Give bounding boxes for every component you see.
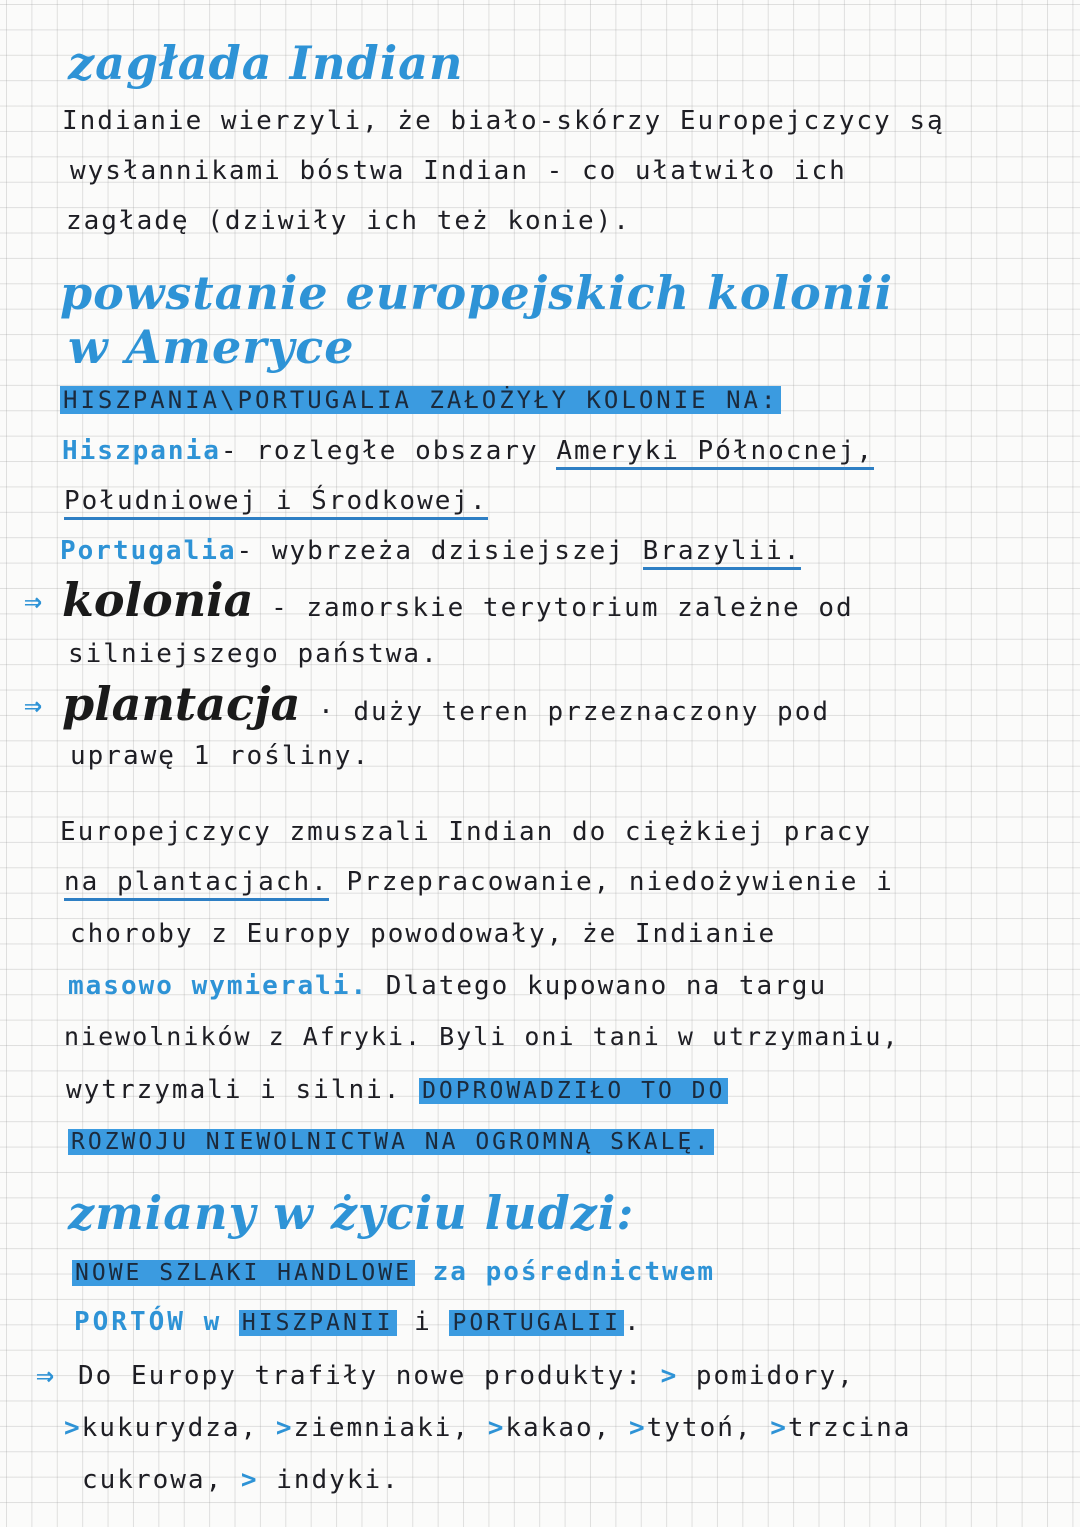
intro-line-2: wysłannikami bóstwa Indian - co ułatwiło ich [70,156,847,186]
trade-routes-highlight: NOWE SZLAKI HANDLOWE [72,1260,415,1286]
bullet-icon: > [660,1361,679,1391]
portugal-description: - wybrzeża dzisiejszej [236,536,625,566]
products-intro: Do Europy trafiły nowe produkty: [78,1361,643,1391]
bullet-icon: > [628,1413,647,1443]
slavery-line-4 [68,968,827,1004]
slavery-underlined: na plantacjach. [64,867,329,901]
plantation-definition-line-1 [62,678,830,738]
spain-highlight: HISZPANII [239,1310,397,1336]
arrow-icon: ⇒ [36,1358,55,1393]
colony-term: kolonia [62,573,254,627]
bullet-icon: > [275,1413,294,1443]
intro-line-1: Indianie wierzyli, że biało-skórzy Europejczycy są [62,106,945,136]
heading-genocide: zagłada Indian [68,36,464,90]
slavery-line-1: Europejczycy zmuszali Indian do ciężkiej pracy [60,817,873,847]
slavery-line-5: niewolników z Afryki. Byli oni tani w utrzymaniu, [64,1022,900,1051]
portugal-line [60,533,801,569]
portugal-label: Portugalia [60,536,237,566]
arrow-icon: ⇒ [24,688,43,723]
ports-label: PORTÓW [74,1307,186,1337]
intro-line-3: zagładę (dziwiły ich też konie). [66,206,631,236]
colony-definition: - zamorskie terytorium zależne od [271,593,854,623]
product-item: cukrowa, [82,1465,224,1495]
products-intro-line [78,1358,855,1394]
slavery-line-4-rest: Dlatego kupowano na targu [368,971,828,1001]
heading-changes-colon: : [616,1186,635,1240]
bullet-icon: > [770,1413,788,1443]
portugal-underlined: Brazylii. [643,536,802,570]
slavery-highlight-2: ROZWOJU NIEWOLNICTWA NA OGROMNĄ SKALĘ. [68,1129,714,1155]
colony-definition-line-1 [62,574,854,634]
product-item: trzcina [787,1413,912,1443]
heading-colonies-line-2: w Ameryce [68,320,355,374]
product-item: ziemniaki, [293,1413,471,1443]
product-item: kakao, [505,1413,612,1443]
slavery-line-3: choroby z Europy powodowały, że Indianie [70,919,777,949]
slavery-highlight-1: DOPROWADZIŁO TO DO [419,1078,728,1104]
product-item: tytoń, [646,1413,753,1443]
bullet-icon: > [64,1413,82,1443]
spain-underlined-1: Ameryki Północnej, [556,436,874,470]
changes-line-2 [74,1304,642,1341]
colonies-banner [60,382,781,418]
slavery-emphasis: masowo wymierali. [68,971,369,1001]
spain-line-1 [62,433,874,469]
bullet-icon: > [240,1465,259,1495]
heading-changes [68,1186,634,1240]
bullet-icon: > [487,1413,506,1443]
spain-underlined-2: Południowej i Środkowej. [64,486,488,520]
portugal-highlight: PORTUGALII [449,1310,623,1336]
colony-definition-line-2: silniejszego państwa. [68,639,439,669]
spain-label: Hiszpania [62,436,221,466]
slavery-line-6-plain: wytrzymali i silni. [66,1075,402,1105]
slavery-line-2-rest: Przepracowanie, niedożywienie i [328,867,894,897]
heading-changes-text: zmiany w życiu ludzi [68,1186,617,1240]
product-item: indyki. [276,1465,400,1495]
colonies-banner-highlight: HISZPANIA\PORTUGALIA ZAŁOŻYŁY KOLONIE NA: [60,386,781,414]
plantation-definition: · duży teren przeznaczony pod [318,697,831,727]
spain-description: - rozległe obszary [220,436,539,466]
spain-line-2 [64,483,488,519]
heading-colonies-line-1: powstanie europejskich kolonii [60,266,894,320]
slavery-line-6 [66,1072,728,1109]
changes-line-1 [72,1254,715,1291]
ports-i: i [414,1307,432,1337]
products-line-2 [64,1410,911,1446]
trade-routes-rest: za pośrednictwem [432,1257,716,1287]
ports-dot: . [623,1307,642,1337]
slavery-line-2 [64,864,894,900]
arrow-icon: ⇒ [24,584,43,619]
products-line-3 [82,1462,400,1498]
plantation-term: plantacja [62,677,301,731]
product-item: kukurydza, [81,1413,259,1443]
ports-w: w [203,1307,222,1337]
plantation-definition-line-2: uprawę 1 rośliny. [70,741,371,771]
slavery-line-7 [68,1124,714,1160]
product-item: pomidory, [695,1361,855,1391]
